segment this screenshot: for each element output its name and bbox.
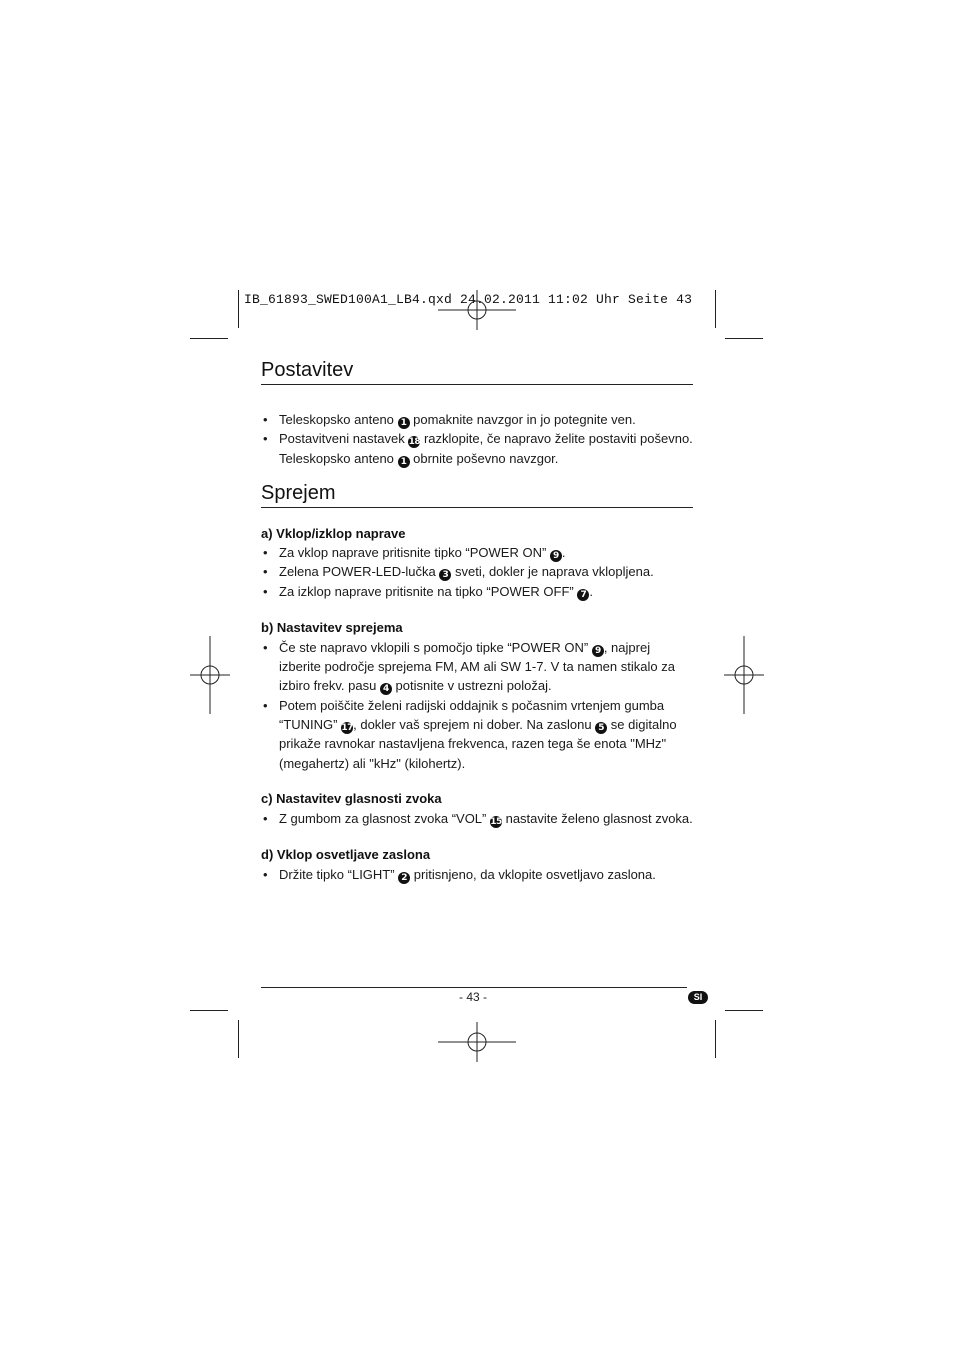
list-item: • Zelena POWER-LED-lučka 3 sveti, dokler je naprava vklopljena.: [261, 562, 693, 581]
bullet-list: [261, 809, 693, 828]
callout-number-icon: 1: [398, 417, 410, 429]
section-sprejem: [261, 481, 693, 885]
section-postavitev: [261, 358, 693, 468]
list-item: • Teleskopsko anteno 1 pomaknite navzgor in jo potegnite ven.: [261, 410, 693, 429]
subsection-heading: b) Nastavitev sprejema: [261, 619, 403, 635]
callout-number-icon: 9: [550, 550, 562, 562]
page-number: - 43 -: [458, 990, 487, 1004]
callout-number-icon: 15: [490, 816, 502, 827]
section-title: Sprejem: [261, 481, 693, 508]
language-badge: SI: [688, 991, 708, 1004]
callout-number-icon: 18: [408, 437, 421, 448]
crop-mark: [715, 290, 716, 328]
list-item: • Potem poiščite želeni radijski oddajnik s počasnim vrtenjem gumba “TUNING” 17, dokler vaš sprejem ni dober. Na zaslonu 5 se digitalno prikaže ravnokar nastavljena frekvenca, razen tega še enota "MHz" (megahertz) ali "kHz" (kilohertz).: [261, 696, 693, 773]
registration-mark-top: [438, 290, 516, 330]
list-item: • Postavitveni nastavek 18 razklopite, če napravo želite postaviti poševno. Teleskopsko anteno 1 obrnite poševno navzgor.: [261, 429, 693, 468]
registration-mark-left: [190, 636, 230, 714]
crop-mark: [715, 1020, 716, 1058]
crop-mark: [725, 338, 763, 339]
crop-mark: [238, 1020, 239, 1058]
subsection-heading: c) Nastavitev glasnosti zvoka: [261, 790, 442, 806]
subsection-heading: a) Vklop/izklop naprave: [261, 526, 406, 541]
subsection-heading: d) Vklop osvetljave zaslona: [261, 847, 431, 863]
list-item: • Z gumbom za glasnost zvoka “VOL” 15 nastavite želeno glasnost zvoka.: [261, 809, 693, 828]
footer-rule: [261, 987, 687, 988]
list-item: • Držite tipko “LIGHT” 2 pritisnjeno, da vklopite osvetljavo zaslona.: [261, 865, 693, 884]
crop-mark: [725, 1010, 763, 1011]
callout-number-icon: 3: [439, 569, 451, 581]
callout-number-icon: 4: [380, 683, 392, 695]
registration-mark-right: [724, 636, 764, 714]
callout-number-icon: 7: [577, 589, 589, 601]
crop-mark: [190, 1010, 228, 1011]
crop-mark: [238, 290, 239, 328]
callout-number-icon: 1: [398, 456, 410, 468]
crop-mark: [190, 338, 228, 339]
list-item: • Za vklop naprave pritisnite tipko “POWER ON” 9 .: [261, 543, 693, 562]
callout-number-icon: 2: [398, 872, 410, 884]
bullet-list: [261, 410, 693, 468]
list-item: • Za izklop naprave pritisnite na tipko “POWER OFF” 7 .: [261, 582, 693, 601]
print-slug-line: IB_61893_SWED100A1_LB4.qxd 24.02.2011 11:02 Uhr Seite 43: [244, 292, 693, 307]
list-item: • Če ste napravo vklopili s pomočjo tipke “POWER ON” 9 , najprej izberite področje sprejema FM, AM ali SW 1-7. V ta namen stikalo za izbiro frekv. pasu 4 potisnite v ustrezni položaj.: [261, 638, 693, 696]
callout-number-icon: 9: [592, 645, 604, 657]
callout-number-icon: 17: [341, 723, 353, 734]
bullet-list: [261, 865, 693, 884]
bullet-list: [261, 543, 693, 601]
registration-mark-bottom: [438, 1022, 516, 1062]
bullet-list: [261, 638, 693, 773]
section-title: Postavitev: [261, 358, 693, 385]
callout-number-icon: 5: [595, 722, 607, 734]
